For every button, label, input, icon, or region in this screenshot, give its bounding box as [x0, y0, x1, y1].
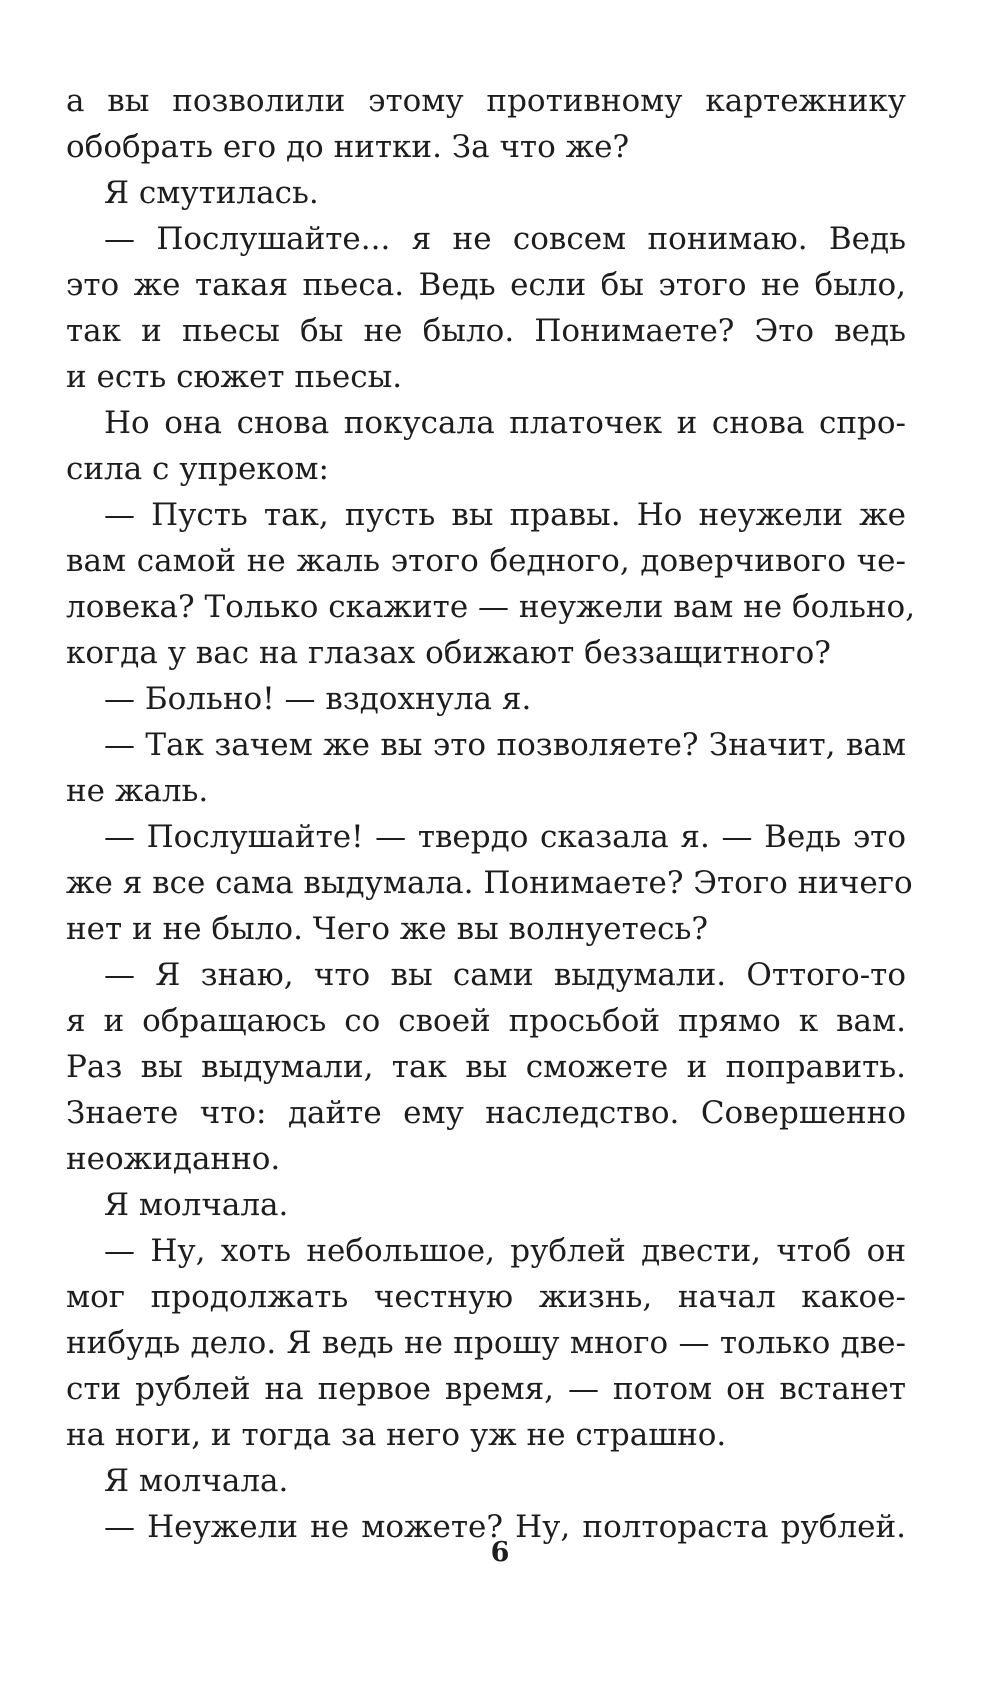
text-line: — Ну, хоть небольшое, рублей двести, чтоб он	[104, 1233, 906, 1269]
text-line: Я молчала.	[104, 1187, 289, 1223]
text-line: сти рублей на первое время, — потом он встанет	[66, 1371, 906, 1407]
text-line: вам самой не жаль этого бедного, доверчивого че-	[66, 543, 906, 579]
text-line: это же такая пьеса. Ведь если бы этого не было,	[66, 267, 906, 303]
text-line: а вы позволили этому противному картежнику	[66, 83, 906, 119]
text-line: Но она снова покусала платочек и снова спро-	[104, 405, 906, 441]
text-line: — Неужели не можете? Ну, полтораста рублей.	[104, 1509, 906, 1545]
text-line: обобрать его до нитки. За что же?	[66, 129, 630, 165]
text-line: мог продолжать честную жизнь, начал какое-	[66, 1279, 906, 1315]
text-line: Я смутилась.	[104, 175, 319, 211]
text-line: — Больно! — вздохнула я.	[104, 681, 532, 717]
text-line: и есть сюжет пьесы.	[66, 359, 403, 395]
text-line: — Я знаю, что вы сами выдумали. Оттого-то	[104, 957, 906, 993]
text-line: — Так зачем же вы это позволяете? Значит, вам	[104, 727, 906, 763]
text-line: — Послушайте... я не совсем понимаю. Ведь	[104, 221, 906, 257]
text-line: Раз вы выдумали, так вы сможете и поправить.	[66, 1049, 906, 1085]
text-line: сила с упреком:	[66, 451, 329, 487]
text-line: Знаете что: дайте ему наследство. Совершенно	[66, 1095, 906, 1131]
text-line: когда у вас на глазах обижают беззащитного?	[66, 635, 831, 671]
page-text	[66, 78, 916, 1550]
page-number: 6	[490, 1537, 510, 1568]
text-line: Я молчала.	[104, 1463, 289, 1499]
text-line: не жаль.	[66, 773, 209, 809]
text-line: — Пусть так, пусть вы правы. Но неужели же	[104, 497, 906, 533]
text-line: я и обращаюсь со своей просьбой прямо к вам.	[66, 1003, 906, 1039]
text-line: на ноги, и тогда за него уж не страшно.	[66, 1417, 727, 1453]
text-line: же я все сама выдумала. Понимаете? Этого ничего	[66, 865, 913, 901]
text-line: так и пьесы бы не было. Понимаете? Это ведь	[66, 313, 906, 349]
text-line: ловека? Только скажите — неужели вам не больно,	[66, 589, 916, 625]
text-line: — Послушайте! — твердо сказала я. — Ведь это	[104, 819, 906, 855]
text-line: неожиданно.	[66, 1141, 281, 1177]
text-line: нет и не было. Чего же вы волнуетесь?	[66, 911, 708, 947]
text-line: нибудь дело. Я ведь не прошу много — только две-	[66, 1325, 906, 1361]
